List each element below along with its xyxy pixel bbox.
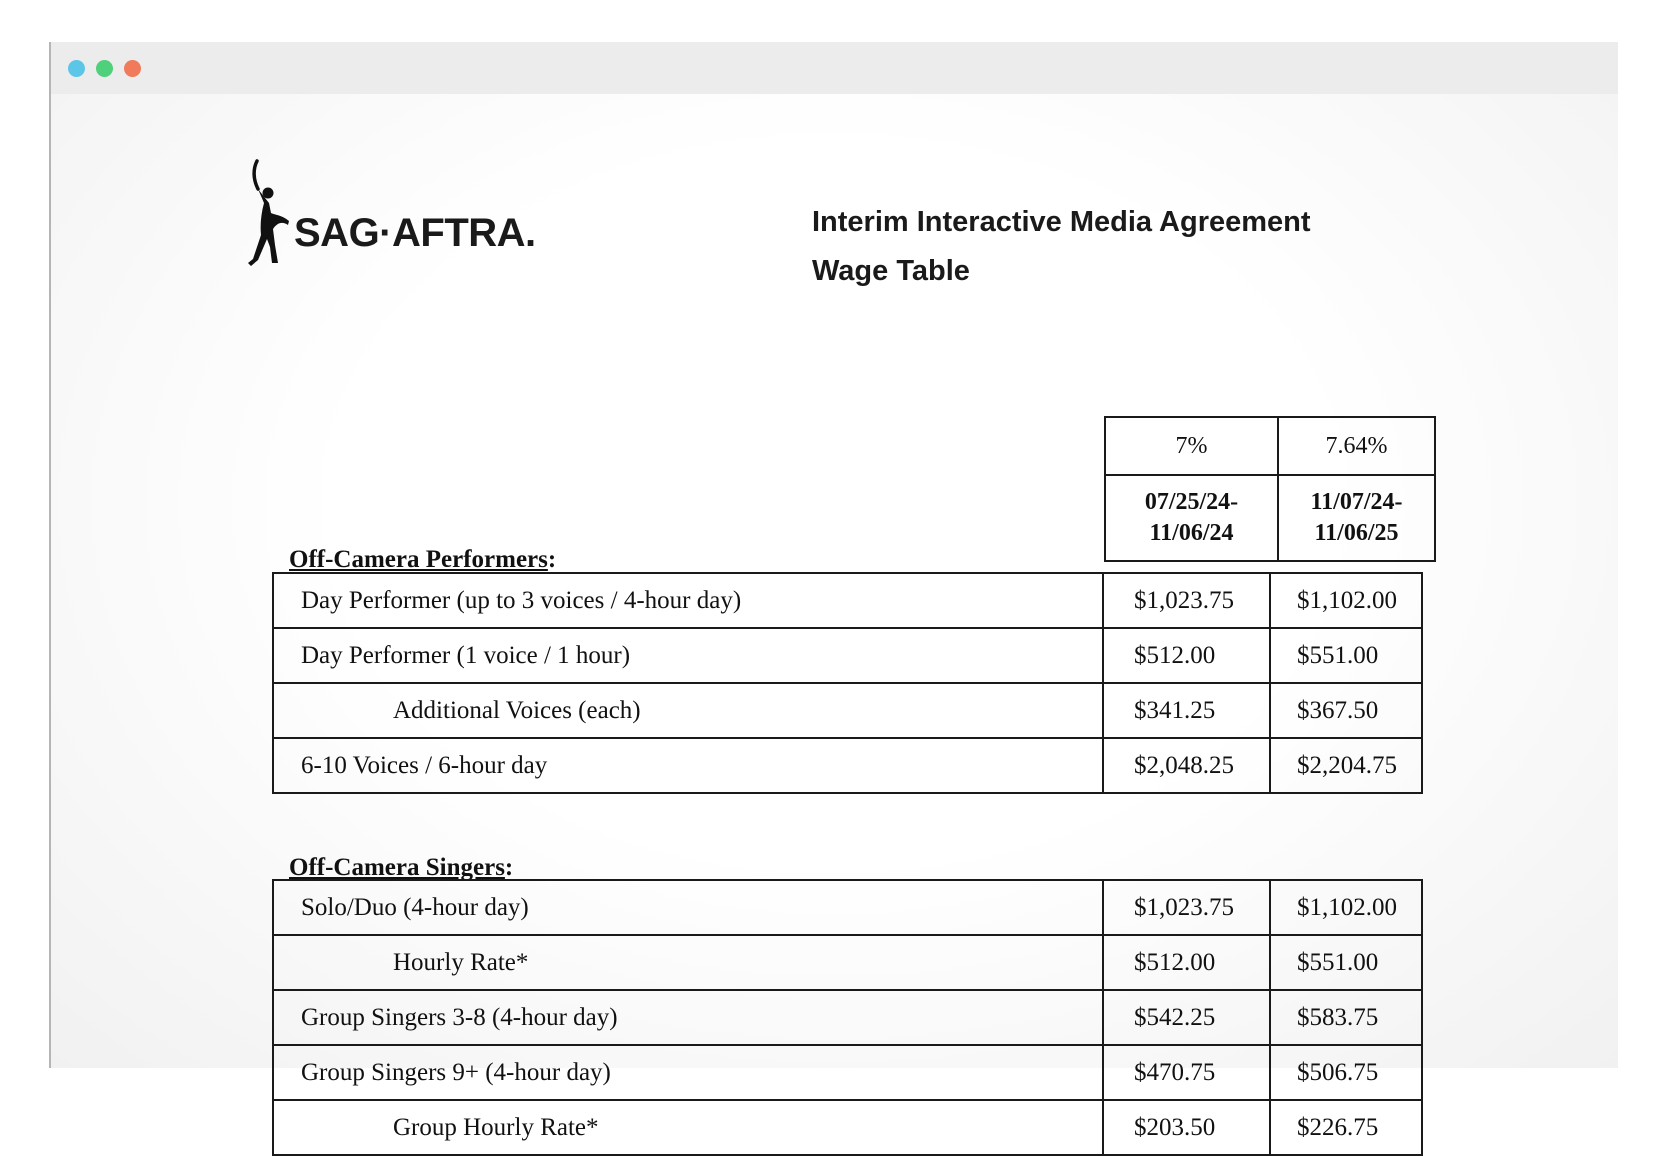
sag-aftra-logo (244, 159, 534, 274)
logo-wordmark: SAG·AFTRA. (294, 211, 536, 255)
row-description: Hourly Rate* (273, 935, 1103, 990)
period-end: 11/06/24 (1149, 520, 1234, 546)
row-description: Group Singers 9+ (4-hour day) (273, 1045, 1103, 1100)
row-rate-2: $226.75 (1270, 1100, 1422, 1155)
title-line-2: Wage Table (812, 255, 970, 287)
row-description: Group Hourly Rate* (273, 1100, 1103, 1155)
table-row (273, 1100, 1422, 1155)
row-rate-2: $551.00 (1270, 628, 1422, 683)
row-rate-1: $470.75 (1103, 1045, 1270, 1100)
row-rate-1: $542.25 (1103, 990, 1270, 1045)
row-description: 6-10 Voices / 6-hour day (273, 738, 1103, 793)
document-title (812, 198, 1311, 296)
window-control-maximize[interactable] (96, 60, 113, 77)
row-description: Group Singers 3-8 (4-hour day) (273, 990, 1103, 1045)
document-page (51, 94, 1618, 1141)
row-rate-2: $2,204.75 (1270, 738, 1422, 793)
row-rate-2: $583.75 (1270, 990, 1422, 1045)
section-heading-singers: Off-Camera Singers: (289, 854, 514, 881)
rate-period-1 (1105, 475, 1278, 561)
table-row (273, 990, 1422, 1045)
rate-period-header (1104, 416, 1436, 562)
rate-percent-1: 7% (1105, 417, 1278, 475)
row-description: Day Performer (up to 3 voices / 4-hour day) (273, 573, 1103, 628)
row-rate-1: $512.00 (1103, 628, 1270, 683)
section-heading-performers: Off-Camera Performers: (289, 546, 557, 573)
row-rate-2: $1,102.00 (1270, 573, 1422, 628)
period-start: 07/25/24- (1144, 489, 1239, 515)
row-description: Additional Voices (each) (273, 683, 1103, 738)
row-rate-1: $512.00 (1103, 935, 1270, 990)
period-start: 11/07/24- (1310, 489, 1403, 515)
row-rate-2: $367.50 (1270, 683, 1422, 738)
rate-period-2 (1278, 475, 1435, 561)
wage-table-performers (272, 572, 1423, 794)
row-rate-2: $551.00 (1270, 935, 1422, 990)
table-row (273, 880, 1422, 935)
row-rate-1: $1,023.75 (1103, 573, 1270, 628)
row-rate-1: $341.25 (1103, 683, 1270, 738)
table-row (273, 683, 1422, 738)
row-rate-2: $506.75 (1270, 1045, 1422, 1100)
row-rate-1: $2,048.25 (1103, 738, 1270, 793)
row-rate-1: $1,023.75 (1103, 880, 1270, 935)
row-description: Day Performer (1 voice / 1 hour) (273, 628, 1103, 683)
table-row (273, 1045, 1422, 1100)
rate-percent-2: 7.64% (1278, 417, 1435, 475)
table-row (273, 935, 1422, 990)
period-end: 11/06/25 (1314, 520, 1399, 546)
table-row (273, 573, 1422, 628)
browser-window (49, 42, 1618, 1141)
table-row (273, 628, 1422, 683)
window-control-close[interactable] (124, 60, 141, 77)
window-titlebar (51, 42, 1618, 94)
row-rate-1: $203.50 (1103, 1100, 1270, 1155)
row-rate-2: $1,102.00 (1270, 880, 1422, 935)
window-control-minimize[interactable] (68, 60, 85, 77)
table-row (273, 738, 1422, 793)
performer-figure-icon (244, 159, 294, 274)
title-line-1: Interim Interactive Media Agreement (812, 206, 1311, 238)
row-description: Solo/Duo (4-hour day) (273, 880, 1103, 935)
wage-table-singers (272, 879, 1423, 1156)
